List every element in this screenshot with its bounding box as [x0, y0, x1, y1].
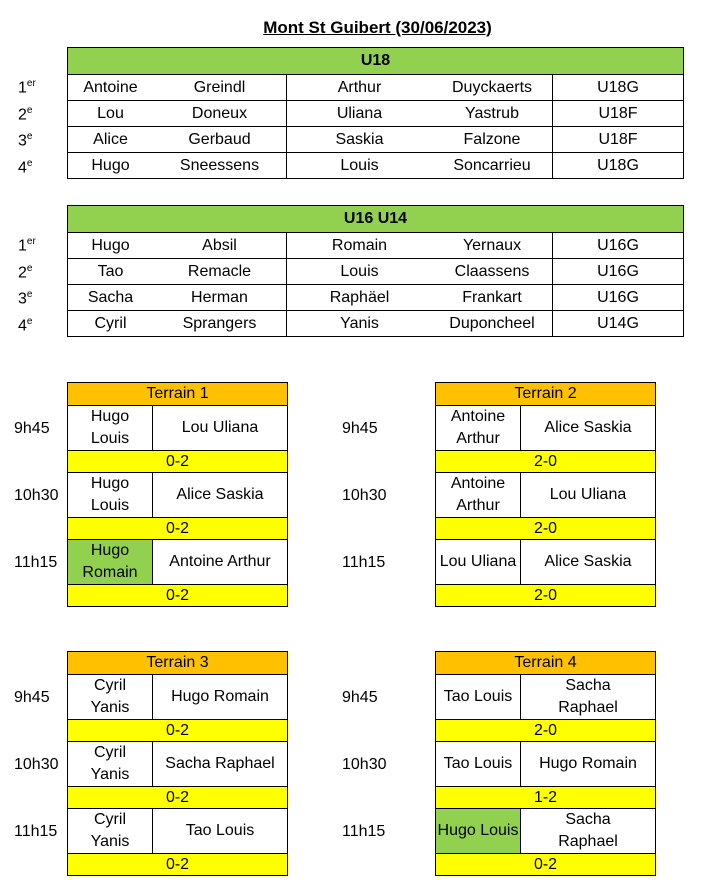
team1	[68, 675, 153, 720]
team2-line1: Alice Saskia	[176, 486, 264, 503]
team1-line1: Antoine	[450, 475, 506, 492]
rank-number: 1	[18, 79, 27, 97]
team2-line2: Raphael	[558, 833, 618, 850]
rank-suffix: e	[26, 157, 33, 169]
score-row	[436, 854, 656, 876]
player1-last-name: Doneux	[153, 101, 287, 127]
match-time: 9h45	[14, 689, 50, 706]
rank-number: 2	[18, 263, 27, 281]
score-row	[436, 451, 656, 473]
player2-last-name: Duponcheel	[432, 311, 553, 337]
player1-first-name: Tao	[68, 259, 154, 285]
team2	[521, 406, 656, 451]
team1-line1: Cyril	[94, 811, 126, 828]
terrain-table	[67, 651, 288, 876]
match-time: 10h30	[342, 487, 387, 504]
category: U18G	[553, 153, 684, 179]
player1-first-name: Hugo	[68, 233, 154, 259]
player2-last-name: Yastrub	[432, 101, 553, 127]
player1-first-name: Antoine	[68, 75, 154, 101]
team1-line1: Hugo	[90, 475, 130, 492]
category: U16G	[553, 285, 684, 311]
terrain-name: Terrain 3	[68, 652, 288, 675]
team1	[436, 540, 521, 585]
player1-last-name: Gerbaud	[153, 127, 287, 153]
ranking-row	[68, 285, 684, 311]
team2	[153, 742, 288, 787]
player2-last-name: Duyckaerts	[432, 75, 553, 101]
rank-label	[18, 158, 58, 177]
player1-first-name: Alice	[68, 127, 154, 153]
team1	[68, 540, 153, 585]
category: U18F	[553, 127, 684, 153]
match-row	[436, 406, 656, 451]
match-row	[68, 406, 288, 451]
rank-suffix: e	[26, 315, 33, 327]
player1-last-name: Remacle	[153, 259, 287, 285]
rank-number: 4	[18, 158, 27, 176]
match-row	[68, 742, 288, 787]
team1-line2: Arthur	[456, 497, 500, 514]
rank-suffix: e	[26, 289, 33, 300]
match-time: 10h30	[14, 487, 59, 504]
match-time: 11h15	[14, 554, 58, 571]
match-time: 10h30	[14, 756, 59, 773]
rank-number: 3	[18, 290, 27, 308]
match-score: 2-0	[436, 720, 656, 742]
team1-line2: Yanis	[90, 699, 130, 716]
team2-line1: Sacha Raphael	[165, 755, 275, 772]
rank-number: 1	[18, 237, 27, 255]
ranking-row	[68, 153, 684, 179]
score-row	[68, 720, 288, 742]
team2	[153, 473, 288, 518]
team2-line2: Raphael	[558, 699, 618, 716]
score-row	[68, 854, 288, 876]
ranking-row	[68, 75, 684, 101]
team1	[68, 473, 153, 518]
match-row	[68, 540, 288, 585]
team1	[436, 473, 521, 518]
match-row	[436, 540, 656, 585]
rank-label	[18, 105, 58, 124]
team1-line2: Yanis	[90, 833, 130, 850]
rank-suffix: er	[26, 78, 36, 89]
rank-label	[18, 316, 58, 335]
ranking-row	[68, 311, 684, 337]
player2-first-name: Yanis	[287, 311, 433, 337]
team1-line1: Cyril	[94, 677, 126, 694]
player2-first-name: Romain	[287, 233, 433, 259]
player1-last-name: Greindl	[153, 75, 287, 101]
terrain-table	[435, 651, 656, 876]
category: U14G	[553, 311, 684, 337]
score-row	[68, 787, 288, 809]
terrain-name: Terrain 1	[68, 383, 288, 406]
team2-line1: Hugo Romain	[171, 688, 269, 705]
team1	[68, 406, 153, 451]
ranking-header: U18	[68, 48, 684, 75]
category: U18G	[553, 75, 684, 101]
team1-line1: Hugo	[90, 408, 130, 425]
match-score: 0-2	[436, 854, 656, 876]
team2	[153, 675, 288, 720]
player1-first-name: Cyril	[68, 311, 154, 337]
terrain-table	[435, 382, 656, 607]
rank-number: 4	[18, 316, 27, 334]
team1-line1: Lou Uliana	[439, 553, 517, 570]
team2-line1: Antoine Arthur	[169, 553, 271, 570]
match-row	[436, 473, 656, 518]
rank-suffix: er	[26, 236, 36, 247]
player1-last-name: Sneessens	[153, 153, 287, 179]
team1-line2: Louis	[90, 497, 130, 514]
ranking-header: U16 U14	[68, 206, 684, 233]
page-title: Mont St Guibert (30/06/2023)	[263, 18, 492, 37]
match-score: 2-0	[436, 451, 656, 473]
team2	[521, 675, 656, 720]
match-score: 0-2	[68, 585, 288, 607]
team1	[436, 742, 521, 787]
team2-line1: Lou Uliana	[549, 486, 627, 503]
ranking-table	[67, 205, 684, 337]
match-score: 0-2	[68, 451, 288, 473]
match-time: 11h15	[342, 554, 386, 571]
player1-first-name: Hugo	[68, 153, 154, 179]
terrain-name: Terrain 4	[436, 652, 656, 675]
category: U16G	[553, 259, 684, 285]
rank-label	[18, 263, 58, 282]
team1-line2: Louis	[90, 430, 130, 447]
ranking-header-row	[68, 48, 684, 75]
team1	[436, 809, 521, 854]
player1-first-name: Sacha	[68, 285, 154, 311]
ranking-row	[68, 127, 684, 153]
match-score: 2-0	[436, 518, 656, 540]
match-row	[68, 809, 288, 854]
team1	[436, 406, 521, 451]
rank-label	[18, 131, 58, 150]
ranking-table	[67, 47, 684, 179]
team1-line1: Hugo	[90, 542, 130, 559]
team2-line1: Alice Saskia	[544, 419, 632, 436]
team2	[521, 540, 656, 585]
score-row	[68, 451, 288, 473]
player2-first-name: Louis	[287, 153, 433, 179]
category: U18F	[553, 101, 684, 127]
match-time: 9h45	[342, 689, 378, 706]
team2-line1: Sacha	[565, 811, 611, 828]
rank-suffix: e	[26, 131, 33, 142]
player2-first-name: Arthur	[287, 75, 433, 101]
score-row	[436, 518, 656, 540]
team2	[153, 540, 288, 585]
player2-first-name: Raphäel	[287, 285, 433, 311]
player2-last-name: Claassens	[432, 259, 553, 285]
category: U16G	[553, 233, 684, 259]
match-time: 11h15	[14, 823, 58, 840]
player2-last-name: Falzone	[432, 127, 553, 153]
rank-suffix: e	[26, 104, 33, 116]
ranking-header-row	[68, 206, 684, 233]
match-score: 0-2	[68, 720, 288, 742]
team2-line1: Tao Louis	[185, 822, 255, 839]
player1-first-name: Lou	[68, 101, 154, 127]
team1	[68, 809, 153, 854]
score-row	[68, 518, 288, 540]
player2-last-name: Yernaux	[432, 233, 553, 259]
player1-last-name: Absil	[153, 233, 287, 259]
score-row	[436, 787, 656, 809]
team2-line1: Sacha	[565, 677, 611, 694]
terrain-table	[67, 382, 288, 607]
match-time: 9h45	[342, 420, 378, 437]
match-time: 9h45	[14, 420, 50, 437]
team1-line1: Cyril	[94, 744, 126, 761]
team1	[436, 675, 521, 720]
score-row	[436, 585, 656, 607]
player2-first-name: Uliana	[287, 101, 433, 127]
match-score: 0-2	[68, 787, 288, 809]
match-score: 2-0	[436, 585, 656, 607]
match-score: 0-2	[68, 854, 288, 876]
team1-line2: Romain	[82, 564, 138, 581]
team2	[521, 742, 656, 787]
rank-number: 2	[18, 105, 27, 123]
team1	[68, 742, 153, 787]
player1-last-name: Sprangers	[153, 311, 287, 337]
player1-last-name: Herman	[153, 285, 287, 311]
match-row	[436, 675, 656, 720]
team1-line1: Hugo Louis	[437, 822, 519, 839]
team2-line1: Hugo Romain	[539, 755, 637, 772]
team2	[153, 406, 288, 451]
team1-line2: Arthur	[456, 430, 500, 447]
match-time: 10h30	[342, 756, 387, 773]
rank-label	[18, 78, 58, 97]
team2	[153, 809, 288, 854]
player2-last-name: Soncarrieu	[432, 153, 553, 179]
score-row	[68, 585, 288, 607]
player2-first-name: Saskia	[287, 127, 433, 153]
match-row	[68, 473, 288, 518]
ranking-row	[68, 101, 684, 127]
team2-line1: Lou Uliana	[181, 419, 259, 436]
rank-label	[18, 289, 58, 308]
rank-number: 3	[18, 132, 27, 150]
ranking-row	[68, 233, 684, 259]
team1-line1: Tao Louis	[443, 755, 513, 772]
player2-last-name: Frankart	[432, 285, 553, 311]
terrain-name: Terrain 2	[436, 383, 656, 406]
team2-line1: Alice Saskia	[544, 553, 632, 570]
team2	[521, 809, 656, 854]
ranking-row	[68, 259, 684, 285]
match-row	[436, 809, 656, 854]
rank-label	[18, 236, 58, 255]
team1-line1: Antoine	[450, 408, 506, 425]
match-time: 11h15	[342, 823, 386, 840]
score-row	[436, 720, 656, 742]
team1-line2: Yanis	[90, 766, 130, 783]
match-row	[436, 742, 656, 787]
match-row	[68, 675, 288, 720]
team1-line1: Tao Louis	[443, 688, 513, 705]
rank-suffix: e	[26, 262, 33, 274]
match-score: 0-2	[68, 518, 288, 540]
player2-first-name: Louis	[287, 259, 433, 285]
team2	[521, 473, 656, 518]
match-score: 1-2	[436, 787, 656, 809]
